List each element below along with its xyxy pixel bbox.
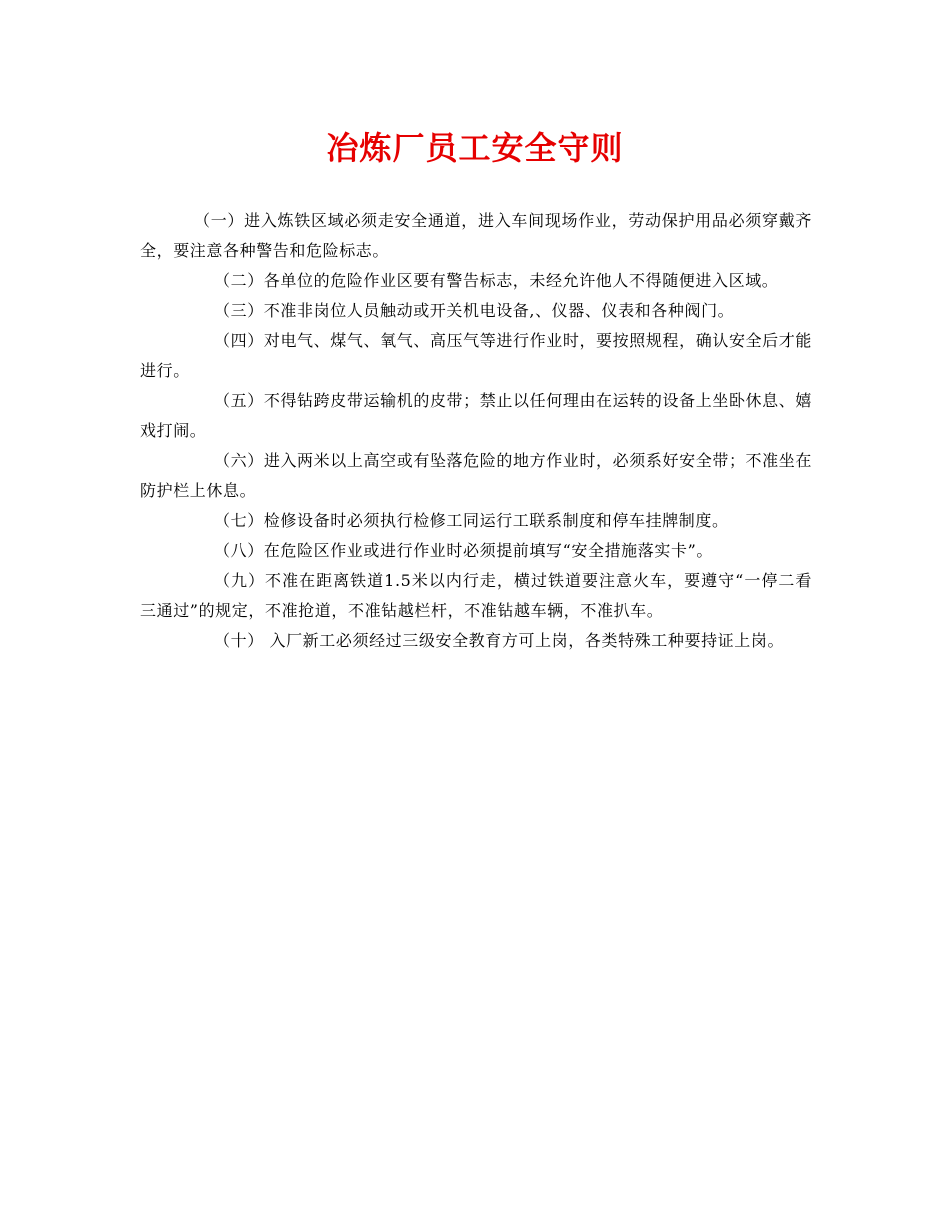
- document-body: [140, 206, 812, 656]
- rule-paragraph-8: （八）在危险区作业或进行作业时必须提前填写“安全措施落实卡”。: [214, 541, 713, 560]
- rule-paragraph-5: （五）不得钻跨皮带运输机的皮带；禁止以任何理由在运转的设备上坐卧休息、嬉戏打闹。: [140, 391, 812, 440]
- rule-paragraph-2: （二）各单位的危险作业区要有警告标志，未经允许他人不得随便进入区域。: [214, 271, 779, 290]
- rule-paragraph-3: （三）不准非岗位人员触动或开关机电设备,、仪器、仪表和各种阀门。: [214, 301, 735, 320]
- rule-paragraph-7: （七）检修设备时必须执行检修工同运行工联系制度和停车挂牌制度。: [214, 511, 729, 530]
- rule-paragraph-4: （四）对电气、煤气、氧气、高压气等进行作业时，要按照规程，确认安全后才能进行。: [140, 331, 812, 380]
- document-title: 冶炼厂员工安全守则: [326, 129, 624, 167]
- rule-paragraph-9: （九）不准在距离铁道1.5米以内行走，横过铁道要注意火车，要遵守“一停二看三通过”的规定，不准抢道，不准钻越栏杆，不准钻越车辆，不准扒车。: [140, 571, 812, 620]
- rule-paragraph-1: （一）进入炼铁区域必须走安全通道，进入车间现场作业，劳动保护用品必须穿戴齐全，要注意各种警告和危险标志。: [140, 211, 812, 260]
- rule-paragraph-6: （六）进入两米以上高空或有坠落危险的地方作业时，必须系好安全带；不准坐在防护栏上休息。: [140, 451, 812, 500]
- rule-paragraph-10: （十） 入厂新工必须经过三级安全教育方可上岗，各类特殊工种要持证上岗。: [214, 631, 785, 650]
